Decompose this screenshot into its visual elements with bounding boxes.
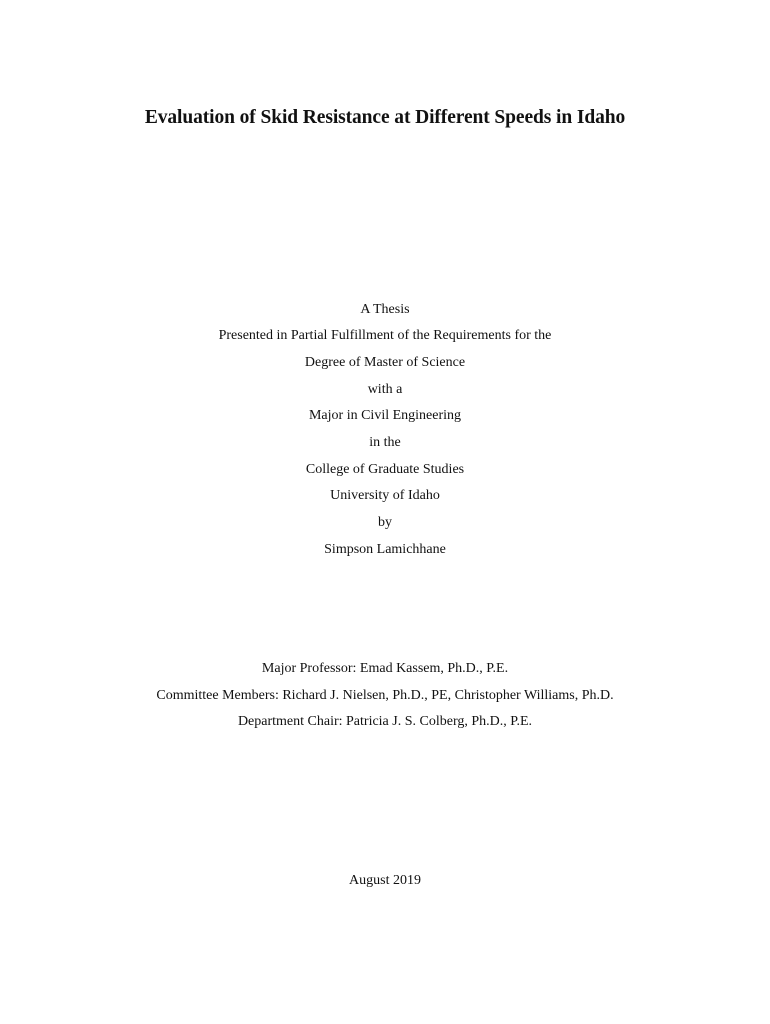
with-a-line: with a <box>367 382 403 397</box>
committee-members-line: Committee Members: Richard J. Nielsen, Ph.D., PE, Christopher Williams, Ph.D. <box>156 688 614 703</box>
fulfillment-line: Presented in Partial Fulfillment of the Requirements for the <box>218 328 552 343</box>
major-professor-line: Major Professor: Emad Kassem, Ph.D., P.E. <box>261 661 509 676</box>
thesis-title: Evaluation of Skid Resistance at Different Speeds in Idaho <box>144 107 626 128</box>
in-the-line: in the <box>369 435 401 450</box>
department-chair-line: Department Chair: Patricia J. S. Colberg, Ph.D., P.E. <box>237 714 533 729</box>
major-line: Major in Civil Engineering <box>308 408 462 423</box>
college-line: College of Graduate Studies <box>305 462 465 477</box>
thesis-type-line: A Thesis <box>360 302 410 317</box>
by-line: by <box>378 515 392 530</box>
submission-date: August 2019 <box>349 873 421 888</box>
degree-line: Degree of Master of Science <box>304 355 466 370</box>
university-line: University of Idaho <box>330 488 440 503</box>
author-name: Simpson Lamichhane <box>324 542 446 557</box>
